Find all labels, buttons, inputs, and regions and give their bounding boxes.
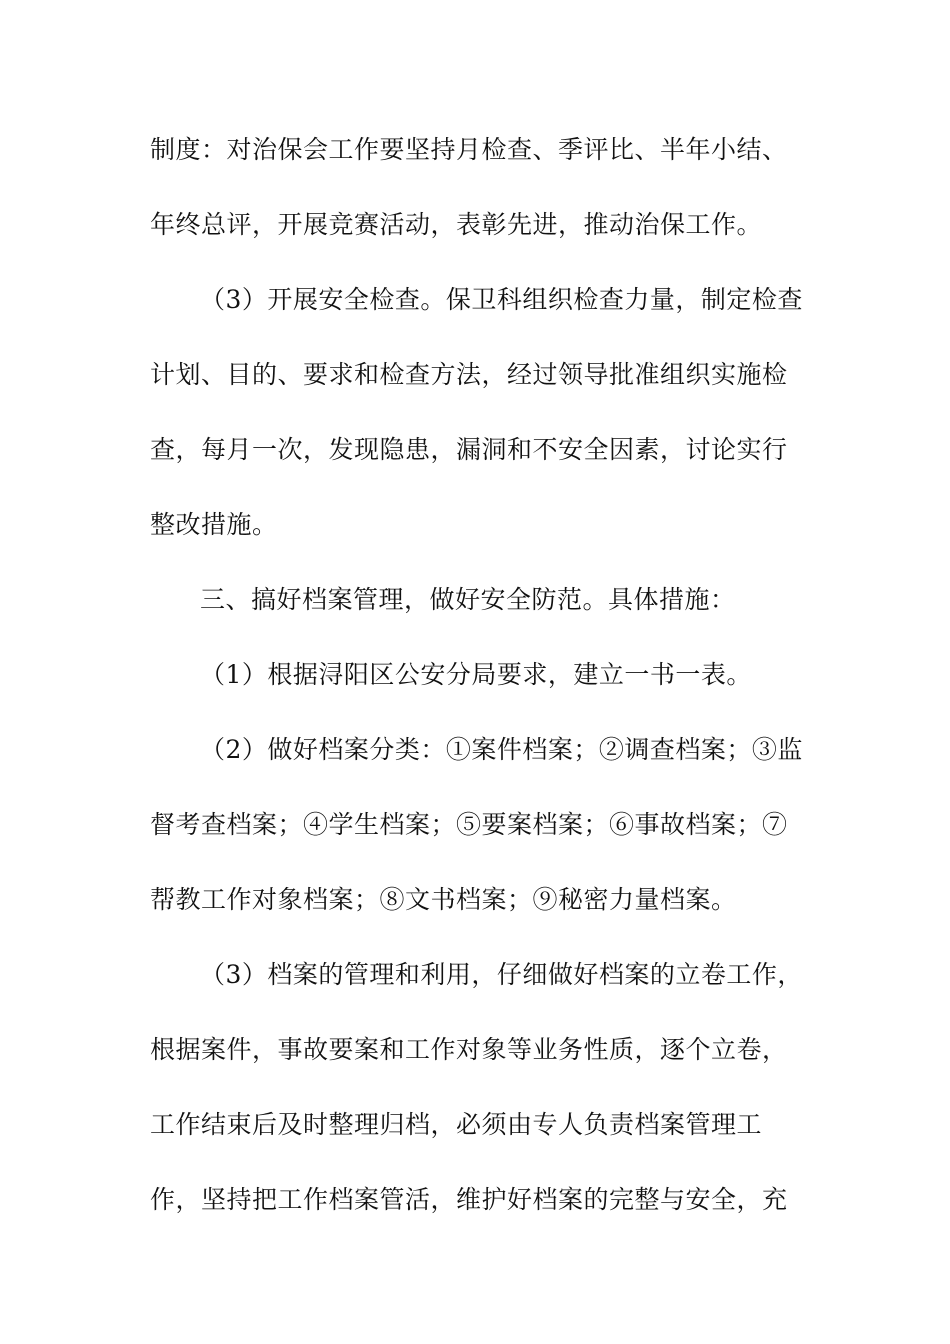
item-3-line-4: 作，坚持把工作档案管活，维护好档案的完整与安全，充 [150, 1185, 788, 1214]
text-line-2: 年终总评，开展竞赛活动，表彰先进，推动治保工作。 [150, 210, 763, 239]
item-1-line-1: （1）根据浔阳区公安分局要求，建立一书一表。 [200, 660, 752, 689]
item-3-line-1: （3）档案的管理和利用，仔细做好档案的立卷工作， [200, 960, 803, 989]
text-line-1: 制度：对治保会工作要坚持月检查、季评比、半年小结、 [150, 135, 788, 164]
paragraph-3-line-3: 查，每月一次，发现隐患，漏洞和不安全因素，讨论实行 [150, 435, 788, 464]
paragraph-3-line-4: 整改措施。 [150, 510, 278, 539]
paragraph-3-line-2: 计划、目的、要求和检查方法，经过领导批准组织实施检 [150, 360, 788, 389]
item-3-line-3: 工作结束后及时整理归档，必须由专人负责档案管理工 [150, 1110, 763, 1139]
section-heading: 三、搞好档案管理，做好安全防范。具体措施： [200, 585, 736, 614]
item-2-line-2: 督考查档案；④学生档案；⑤要案档案；⑥事故档案；⑦ [150, 810, 788, 839]
item-2-line-3: 帮教工作对象档案；⑧文书档案；⑨秘密力量档案。 [150, 885, 737, 914]
item-2-line-1: （2）做好档案分类：①案件档案；②调查档案；③监 [200, 735, 803, 764]
item-3-line-2: 根据案件，事故要案和工作对象等业务性质，逐个立卷， [150, 1035, 788, 1064]
paragraph-3-line-1: （3）开展安全检查。保卫科组织检查力量，制定检查 [200, 285, 803, 314]
